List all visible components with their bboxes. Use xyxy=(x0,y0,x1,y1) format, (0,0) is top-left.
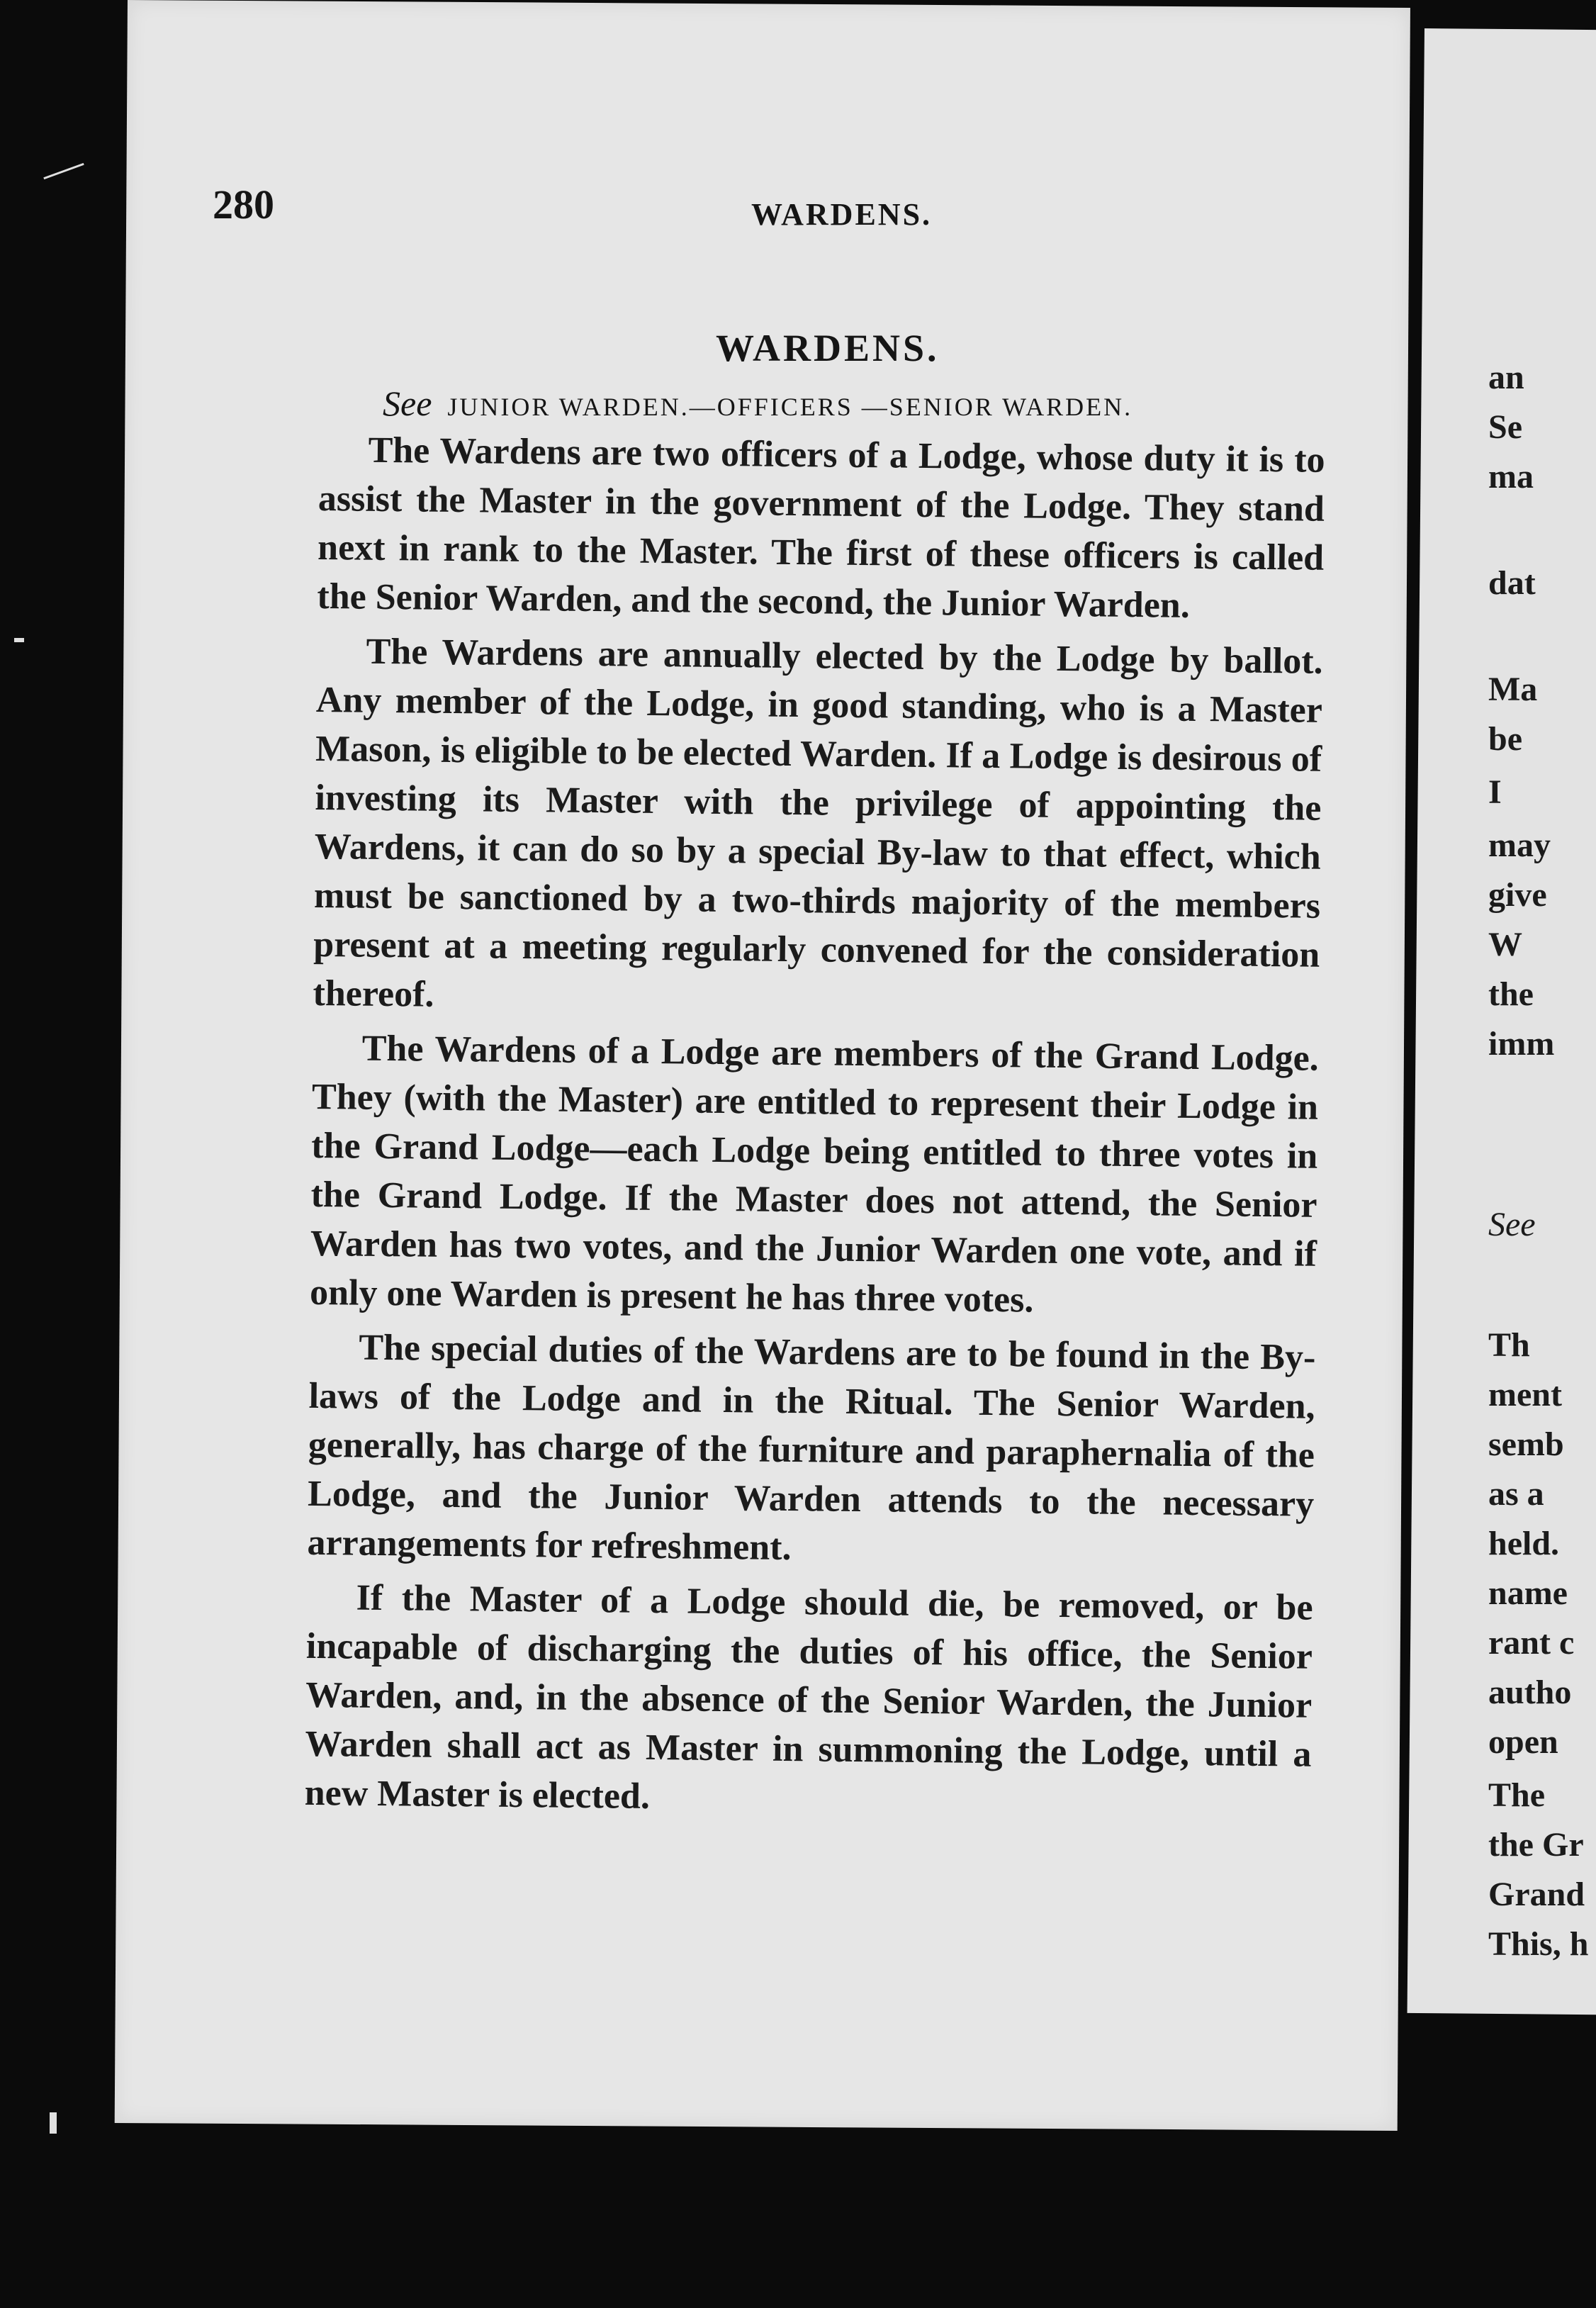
facing-line: dat xyxy=(1488,564,1536,602)
facing-line: Th xyxy=(1488,1326,1530,1364)
cross-reference-line xyxy=(383,383,1133,424)
facing-line: See xyxy=(1488,1206,1536,1243)
entry-title: WARDENS. xyxy=(716,327,940,369)
facing-line: open xyxy=(1488,1723,1558,1761)
running-head xyxy=(213,181,1318,237)
facing-line: the xyxy=(1488,975,1534,1013)
facing-line: an xyxy=(1488,359,1524,396)
entry-body xyxy=(304,425,1325,1834)
right-page-edge xyxy=(1407,28,1596,2015)
facing-line: This, h xyxy=(1488,1925,1589,1963)
facing-line: ment xyxy=(1488,1376,1562,1413)
facing-line: rant c xyxy=(1488,1624,1575,1662)
running-title: WARDENS. xyxy=(751,197,933,232)
paragraph: The Wardens are annually elected by the Lodge by ballot. Any member of the Lodge, in good standing, who is a Master Mason, is eligible to be elected Warden. If a Lodge is desirous of investing its Master with the privilege of appointing the Wardens, it can do so by a special By-law to that effect, which must be sanctioned by a two-thirds majority of the members present at a meeting regularly convened for the consideration thereof. xyxy=(313,631,1323,1015)
facing-line: W xyxy=(1488,926,1522,963)
facing-line: give xyxy=(1488,876,1547,914)
facing-line: imm xyxy=(1488,1025,1555,1063)
paragraph: If the Master of a Lodge should die, be removed, or be incapable of discharging the duties of his office, the Senior Warden, and, in the absence of the Senior Warden, the Junior Warden shall act as Master in summoning the Lodge, until a new Master is elected. xyxy=(304,1577,1313,1817)
facing-line: semb xyxy=(1488,1425,1564,1463)
paragraph: The special duties of the Wardens are to be found in the By-laws of the Lodge and in the Ritual. The Senior Warden, generally, has charge of the furniture and paraphernalia of the Lodge, and the Junior Warden attends to the necessary arrangements for refreshment. xyxy=(307,1327,1316,1569)
scan-speck xyxy=(43,163,84,179)
facing-line: Grand xyxy=(1488,1876,1585,1913)
facing-line: autho xyxy=(1488,1674,1572,1711)
scan-speck xyxy=(14,638,24,642)
paragraph: The Wardens of a Lodge are members of the Grand Lodge. They (with the Master) are entitled to represent their Lodge in the Grand Lodge—each Lodge being entitled to three votes in the Grand Lodge. If the Master does not attend, the Senior Warden has two votes, and the Junior Warden one vote, and if only one Warden is present he has three votes. xyxy=(309,1028,1320,1321)
facing-line: held. xyxy=(1488,1525,1560,1562)
facing-line: Se xyxy=(1488,408,1522,446)
facing-line: be xyxy=(1488,720,1522,758)
facing-line: the Gr xyxy=(1488,1826,1584,1864)
cross-reference-targets: JUNIOR WARDEN.—OFFICERS —SENIOR WARDEN. xyxy=(447,393,1133,421)
page-number: 280 xyxy=(213,181,274,228)
paragraph: The Wardens are two officers of a Lodge, whose duty it is to assist the Master in the government of the Lodge. They stand next in rank to the Master. The first of these officers is called the Senior Warden, and the second, the Junior Warden. xyxy=(317,430,1325,626)
facing-line: name xyxy=(1488,1574,1568,1612)
facing-line: The xyxy=(1488,1776,1546,1814)
facing-line: I xyxy=(1488,773,1502,811)
facing-line: may xyxy=(1488,827,1551,864)
scan-speck xyxy=(50,2112,57,2134)
facing-line: ma xyxy=(1488,458,1534,495)
see-word: See xyxy=(383,383,432,423)
facing-line: as a xyxy=(1488,1475,1544,1513)
facing-line: Ma xyxy=(1488,671,1538,708)
